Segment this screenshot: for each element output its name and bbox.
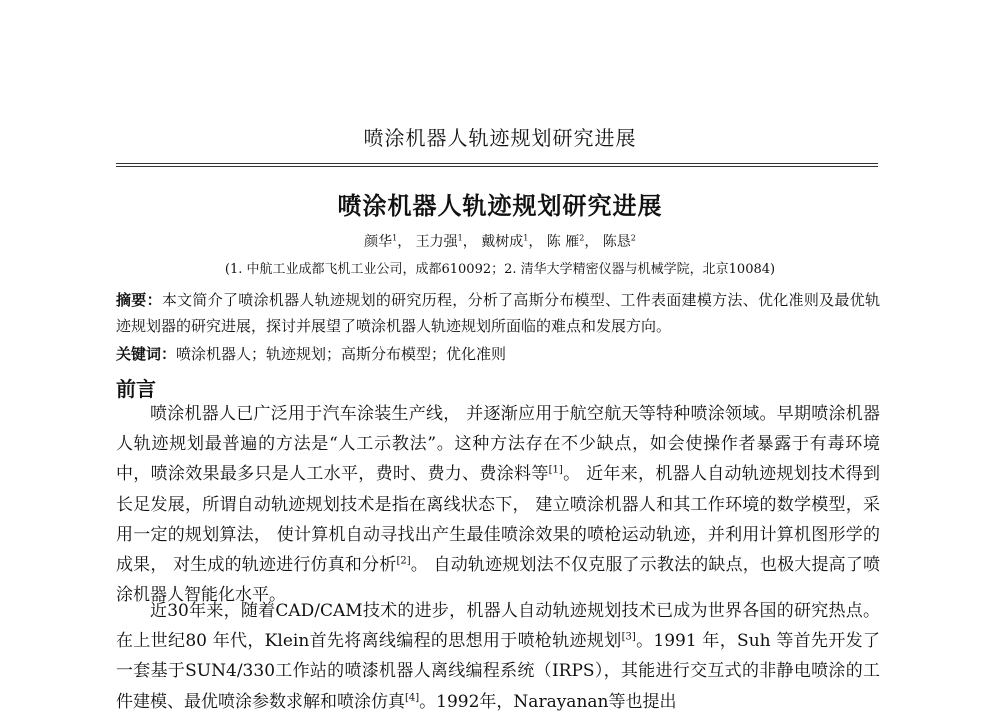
abstract-label: 摘要： xyxy=(116,291,162,309)
keywords-label: 关键词： xyxy=(116,345,177,363)
author-name: 王力强 xyxy=(415,234,458,250)
keywords-block xyxy=(116,341,880,367)
author-affiliation-mark: 1 xyxy=(523,233,529,243)
section-heading: 前言 xyxy=(116,377,156,401)
citation-ref: [1] xyxy=(548,464,563,476)
keywords-text: 喷涂机器人；轨迹规划；高斯分布模型；优化准则 xyxy=(176,345,507,363)
author-affiliation-mark: 1 xyxy=(457,233,463,243)
citation-ref: [2] xyxy=(396,555,411,567)
author-affiliation-mark: 2 xyxy=(579,233,585,243)
author-affiliation-mark: 1 xyxy=(392,233,398,243)
author-name: 陈 雁 xyxy=(546,234,580,250)
paragraph-text: 。 近年来，机器人自动轨迹规划技术得到长足发展，所谓自动轨迹规划技术是指在离线状态下， 建立喷涂机器人和其工作环境的数学模型，采用一定的规划算法， 使计算机自动寻找出产生最佳喷涂效果的喷枪运动轨迹，并利用计算机图形学的成果， 对生成的轨迹进行仿真和分析 xyxy=(116,464,880,576)
author-name: 颜华 xyxy=(364,234,393,250)
author-name: 戴树成 xyxy=(481,234,524,250)
citation-ref: [3] xyxy=(621,631,636,643)
abstract-block xyxy=(116,287,880,339)
author-list: 颜华$^1$， 王力强$^1$， 戴树成$^1$， 陈 雁$^2$， 陈恳$^2$ xyxy=(364,233,636,250)
abstract-text: 本文简介了喷涂机器人轨迹规划的研究历程，分析了高斯分布模型、工件表面建模方法、优化准则及最优轨迹规划器的研究进展，探讨并展望了喷涂机器人轨迹规划所面临的难点和发展方向。 xyxy=(116,291,880,335)
paragraph-text: 近30年来，随着CAD/CAM技术的进步，机器人自动轨迹规划技术已成为世界各国的研究热点。在上世纪80 年代，Klein首先将离线编程的思想用于喷枪轨迹规划 xyxy=(116,601,880,652)
paragraph-text: 。1991 年，Suh 等首先开发了一套基于SUN4/330工作站的喷漆机器人离线编程系统（IRPS），其能进行交互式的非静电喷涂的工件建模、最优喷涂参数求解和喷涂仿真 xyxy=(116,631,880,712)
author-name: 陈恳 xyxy=(602,234,631,250)
paragraph-text: 。1992年，Narayanan等也提出 xyxy=(419,691,677,712)
body-paragraph xyxy=(116,596,880,717)
paragraph-text: 。 自动轨迹规划法不仅克服了示教法的缺点，也极大提高了喷涂机器人智能化水平。 xyxy=(116,555,880,606)
paragraph-text: 喷涂机器人已广泛用于汽车涂装生产线， 并逐渐应用于航空航天等特种喷涂领域。早期喷涂机器人轨迹规划最普遍的方法是“人工示教法”。这种方法存在不少缺点，如会使操作者暴露于有毒环境中，喷涂效果最多只是人工水平，费时、费力、费涂料等 xyxy=(116,404,880,485)
author-affiliation-mark: 2 xyxy=(630,233,636,243)
paper-title: 喷涂机器人轨迹规划研究进展 xyxy=(337,191,663,220)
header-rule xyxy=(116,163,878,167)
body-paragraph xyxy=(116,399,880,610)
running-head: 喷涂机器人轨迹规划研究进展 xyxy=(363,126,637,150)
citation-ref: [4] xyxy=(405,691,420,703)
affiliation-line: (1. 中航工业成都飞机工业公司，成都610092；2. 清华大学精密仪器与机械学院，北京10084) xyxy=(224,262,776,277)
